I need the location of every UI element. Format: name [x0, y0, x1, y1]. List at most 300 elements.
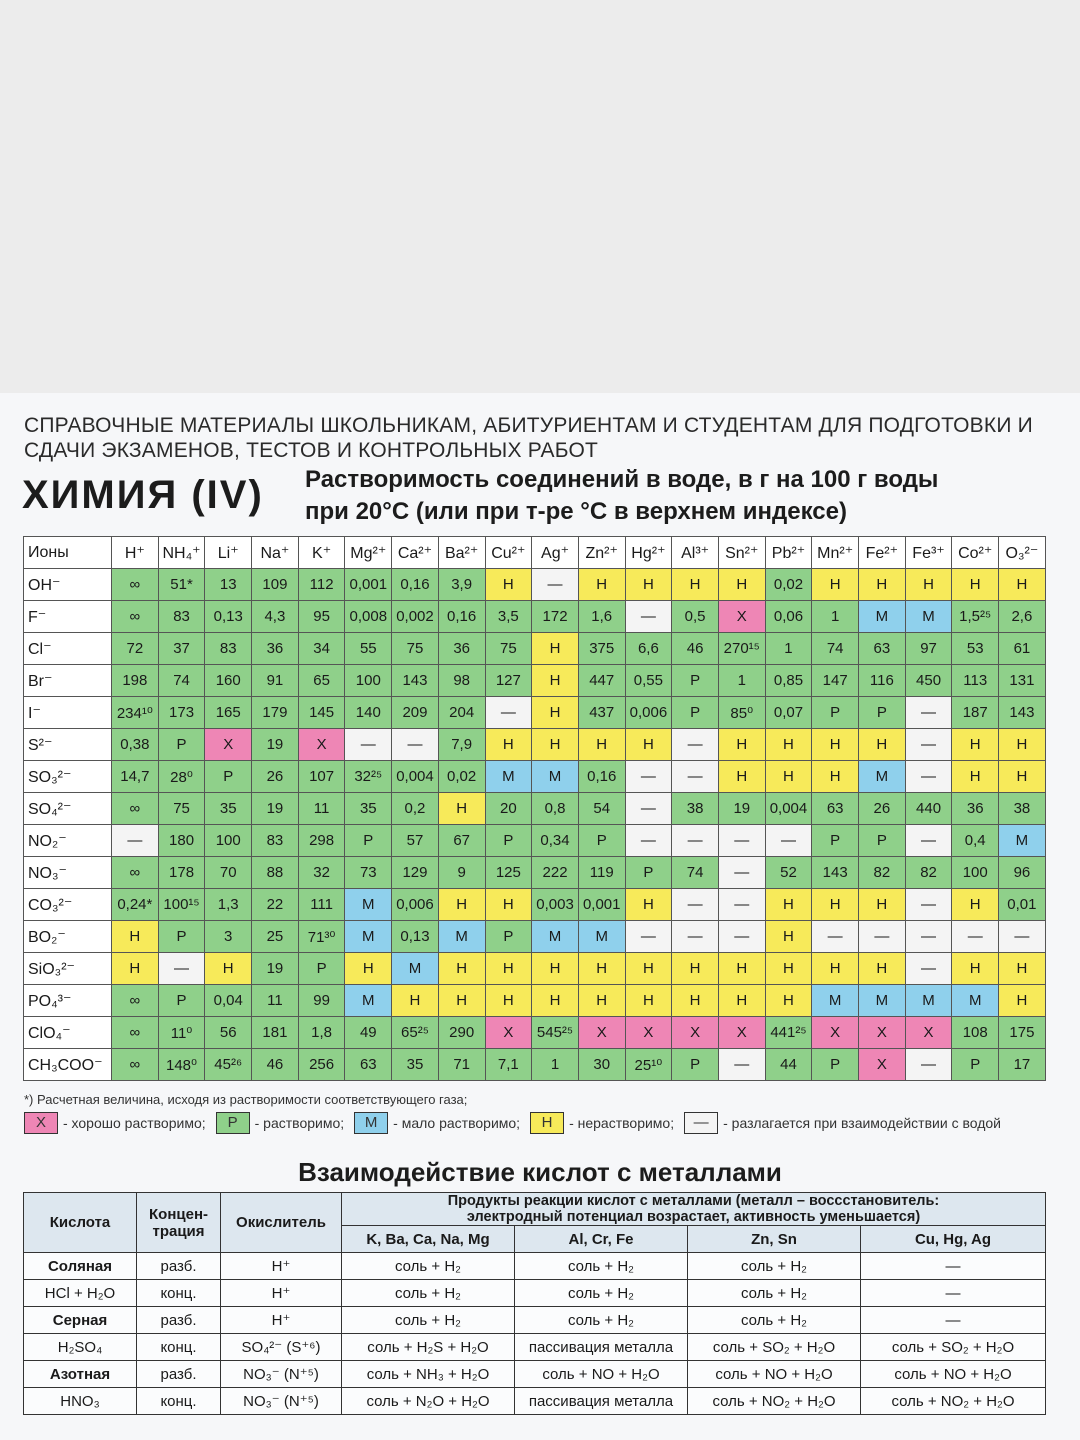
solubility-cell: 0,55: [625, 665, 672, 697]
solubility-cell: Х: [859, 1049, 906, 1081]
concentration-header-line: Концен-: [149, 1205, 208, 1223]
solubility-cell: 0,01: [999, 889, 1046, 921]
solubility-cell: Н: [765, 921, 812, 953]
legend-box: Х: [24, 1112, 58, 1134]
reaction-product: соль + N₂O + H₂O: [342, 1388, 515, 1415]
anion-label: S²⁻: [24, 729, 112, 761]
solubility-cell: 1,8: [298, 1017, 345, 1049]
solubility-cell: —: [718, 921, 765, 953]
solubility-cell: Н: [112, 921, 159, 953]
solubility-cell: 0,34: [532, 825, 579, 857]
solubility-cell: —: [718, 857, 765, 889]
solubility-cell: Н: [905, 569, 952, 601]
solubility-cell: 0,008: [345, 601, 392, 633]
metal-group-header: Al, Cr, Fe: [515, 1226, 688, 1253]
legend-box: Р: [216, 1112, 250, 1134]
table-row: [24, 1017, 1046, 1049]
solubility-cell: Н: [532, 697, 579, 729]
solubility-cell: Х: [672, 1017, 719, 1049]
products-header: [342, 1193, 1046, 1226]
solubility-cell: 545²⁵: [532, 1017, 579, 1049]
solubility-cell: 0,001: [578, 889, 625, 921]
solubility-cell: Н: [812, 953, 859, 985]
solubility-cell: 181: [252, 1017, 299, 1049]
solubility-cell: 147: [812, 665, 859, 697]
solubility-cell: 1,5²⁵: [952, 601, 999, 633]
solubility-cell: Р: [672, 697, 719, 729]
solubility-cell: 25¹⁰: [625, 1049, 672, 1081]
solubility-cell: 46: [672, 633, 719, 665]
solubility-cell: Н: [952, 953, 999, 985]
solubility-cell: Р: [672, 665, 719, 697]
solubility-cell: Х: [718, 1017, 765, 1049]
solubility-cell: 3: [205, 921, 252, 953]
legend-text: - разлагается при взаимодействии с водой: [723, 1115, 1001, 1131]
cation-header: Sn²⁺: [718, 537, 765, 569]
solubility-cell: 57: [392, 825, 439, 857]
solubility-cell: 30: [578, 1049, 625, 1081]
legend-box: М: [354, 1112, 388, 1134]
solubility-cell: 9: [438, 857, 485, 889]
solubility-cell: Н: [718, 729, 765, 761]
solubility-cell: Х: [625, 1017, 672, 1049]
solubility-cell: 98: [438, 665, 485, 697]
solubility-cell: —: [625, 761, 672, 793]
solubility-cell: М: [345, 889, 392, 921]
solubility-cell: —: [672, 889, 719, 921]
reaction-product: соль + H₂: [688, 1253, 861, 1280]
solubility-cell: 38: [999, 793, 1046, 825]
solubility-cell: 0,001: [345, 569, 392, 601]
solubility-cell: 19: [252, 793, 299, 825]
solubility-cell: 116: [859, 665, 906, 697]
solubility-cell: М: [485, 761, 532, 793]
legend-box: —: [684, 1112, 718, 1134]
solubility-cell: 83: [158, 601, 205, 633]
anion-label: BO₂⁻: [24, 921, 112, 953]
solubility-cell: Н: [672, 953, 719, 985]
solubility-cell: Н: [392, 985, 439, 1017]
solubility-cell: 74: [672, 857, 719, 889]
solubility-cell: Р: [578, 825, 625, 857]
solubility-cell: Н: [718, 761, 765, 793]
solubility-cell: 17: [999, 1049, 1046, 1081]
table-row: [24, 1049, 1046, 1081]
table-row: [24, 953, 1046, 985]
solubility-cell: Н: [578, 569, 625, 601]
reaction-product: соль + NO + H₂O: [688, 1361, 861, 1388]
solubility-cell: 256: [298, 1049, 345, 1081]
solubility-cell: —: [718, 1049, 765, 1081]
products-header-line: Продукты реакции кислот с металлами (металл – воссстановитель:: [447, 1193, 940, 1209]
solubility-cell: Х: [859, 1017, 906, 1049]
concentration: конц.: [137, 1388, 221, 1415]
solubility-cell: —: [859, 921, 906, 953]
header-row: [24, 537, 1046, 569]
solubility-cell: 187: [952, 697, 999, 729]
solubility-cell: 175: [999, 1017, 1046, 1049]
solubility-cell: 209: [392, 697, 439, 729]
table-row: [24, 825, 1046, 857]
solubility-cell: Р: [205, 761, 252, 793]
solubility-cell: М: [532, 761, 579, 793]
solubility-cell: —: [625, 601, 672, 633]
solubility-cell: М: [952, 985, 999, 1017]
table-row: [24, 697, 1046, 729]
solubility-cell: Н: [532, 729, 579, 761]
solubility-cell: 65: [298, 665, 345, 697]
metal-group-header: K, Ba, Ca, Na, Mg: [342, 1226, 515, 1253]
solubility-cell: ∞: [112, 793, 159, 825]
solubility-cell: 165: [205, 697, 252, 729]
solubility-cell: 96: [999, 857, 1046, 889]
solubility-cell: Н: [485, 889, 532, 921]
solubility-cell: 119: [578, 857, 625, 889]
reaction-product: соль + H₂: [515, 1280, 688, 1307]
solubility-cell: 234¹⁰: [112, 697, 159, 729]
solubility-cell: 32²⁵: [345, 761, 392, 793]
solubility-cell: 112: [298, 569, 345, 601]
solubility-cell: 0,38: [112, 729, 159, 761]
solubility-cell: 0,24*: [112, 889, 159, 921]
solubility-cell: Н: [765, 729, 812, 761]
solubility-cell: Н: [765, 761, 812, 793]
reaction-product: соль + H₂: [342, 1280, 515, 1307]
legend-text: - мало растворимо;: [393, 1115, 521, 1131]
solubility-cell: 1: [765, 633, 812, 665]
solubility-cell: М: [859, 601, 906, 633]
acid-name: Серная: [24, 1307, 137, 1334]
solubility-cell: Н: [532, 953, 579, 985]
solubility-cell: 0,002: [392, 601, 439, 633]
oxidizer: H⁺: [221, 1307, 342, 1334]
solubility-cell: Н: [578, 729, 625, 761]
oxidizer: SO₄²⁻ (S⁺⁶): [221, 1334, 342, 1361]
acid-name: Азотная: [24, 1361, 137, 1388]
solubility-cell: 441²⁵: [765, 1017, 812, 1049]
cation-header: Mg²⁺: [345, 537, 392, 569]
solubility-cell: 0,04: [205, 985, 252, 1017]
solubility-cell: Н: [578, 985, 625, 1017]
oxidizer: H⁺: [221, 1280, 342, 1307]
solubility-cell: 178: [158, 857, 205, 889]
solubility-cell: Н: [812, 761, 859, 793]
solubility-cell: 70: [205, 857, 252, 889]
solubility-cell: 4,3: [252, 601, 299, 633]
solubility-cell: —: [765, 825, 812, 857]
solubility-cell: 0,006: [392, 889, 439, 921]
solubility-cell: Н: [672, 985, 719, 1017]
solubility-cell: 100: [345, 665, 392, 697]
solubility-cell: ∞: [112, 1017, 159, 1049]
cation-header: Zn²⁺: [578, 537, 625, 569]
anion-label: NO₃⁻: [24, 857, 112, 889]
solubility-cell: 125: [485, 857, 532, 889]
solubility-cell: Р: [298, 953, 345, 985]
solubility-cell: 3,5: [485, 601, 532, 633]
reaction-product: соль + NO + H₂O: [861, 1361, 1046, 1388]
solubility-cell: 437: [578, 697, 625, 729]
table-row: [24, 1334, 1046, 1361]
solubility-cell: 0,13: [205, 601, 252, 633]
solubility-cell: 28⁰: [158, 761, 205, 793]
anion-label: F⁻: [24, 601, 112, 633]
solubility-cell: 91: [252, 665, 299, 697]
solubility-cell: Н: [952, 889, 999, 921]
solubility-cell: ∞: [112, 569, 159, 601]
acid-name: Соляная: [24, 1253, 137, 1280]
solubility-cell: —: [625, 921, 672, 953]
solubility-cell: 75: [158, 793, 205, 825]
solubility-cell: —: [625, 793, 672, 825]
header-line-2: СДАЧИ ЭКЗАМЕНОВ, ТЕСТОВ И КОНТРОЛЬНЫХ РАБОТ: [24, 439, 599, 462]
solubility-cell: 97: [905, 633, 952, 665]
solubility-cell: Н: [859, 729, 906, 761]
reaction-product: соль + NO + H₂O: [515, 1361, 688, 1388]
cation-header: Ag⁺: [532, 537, 579, 569]
solubility-cell: М: [905, 985, 952, 1017]
solubility-cell: —: [672, 729, 719, 761]
solubility-cell: 129: [392, 857, 439, 889]
solubility-cell: 74: [158, 665, 205, 697]
solubility-cell: Р: [952, 1049, 999, 1081]
solubility-cell: 7,1: [485, 1049, 532, 1081]
solubility-cell: —: [532, 569, 579, 601]
cation-header: Fe³⁺: [905, 537, 952, 569]
solubility-cell: Н: [625, 953, 672, 985]
solubility-cell: 19: [252, 729, 299, 761]
solubility-table: [23, 536, 1046, 1081]
solubility-cell: 179: [252, 697, 299, 729]
solubility-cell: 45²⁶: [205, 1049, 252, 1081]
solubility-cell: 298: [298, 825, 345, 857]
reaction-product: соль + NO₂ + H₂O: [688, 1388, 861, 1415]
solubility-cell: Н: [625, 569, 672, 601]
cation-header: Ba²⁺: [438, 537, 485, 569]
solubility-cell: Р: [158, 729, 205, 761]
concentration: разб.: [137, 1361, 221, 1388]
solubility-cell: 0,06: [765, 601, 812, 633]
solubility-cell: —: [485, 697, 532, 729]
table-row: [24, 761, 1046, 793]
cation-header: O₃²⁻: [999, 537, 1046, 569]
solubility-cell: Н: [532, 665, 579, 697]
solubility-cell: Н: [765, 889, 812, 921]
solubility-cell: 290: [438, 1017, 485, 1049]
solubility-cell: 140: [345, 697, 392, 729]
anion-label: CH₃COO⁻: [24, 1049, 112, 1081]
anion-label: SO₃²⁻: [24, 761, 112, 793]
solubility-cell: 0,4: [952, 825, 999, 857]
solubility-cell: 0,16: [438, 601, 485, 633]
cation-header: Cu²⁺: [485, 537, 532, 569]
reaction-product: соль + NH₃ + H₂O: [342, 1361, 515, 1388]
table-row: [24, 729, 1046, 761]
legend-text: - нерастворимо;: [569, 1115, 675, 1131]
solubility-cell: 109: [252, 569, 299, 601]
solubility-cell: 1: [718, 665, 765, 697]
solubility-cell: 143: [999, 697, 1046, 729]
solubility-cell: Н: [532, 633, 579, 665]
solubility-cell: 67: [438, 825, 485, 857]
solubility-cell: —: [718, 825, 765, 857]
solubility-cell: —: [718, 889, 765, 921]
acids-metals-table: [23, 1192, 1046, 1415]
concentration: разб.: [137, 1307, 221, 1334]
solubility-cell: 46: [252, 1049, 299, 1081]
solubility-cell: 11⁰: [158, 1017, 205, 1049]
solubility-cell: 35: [345, 793, 392, 825]
solubility-cell: 26: [252, 761, 299, 793]
cation-header: Na⁺: [252, 537, 299, 569]
legend: [22, 1112, 1009, 1134]
solubility-cell: 83: [252, 825, 299, 857]
solubility-cell: Н: [112, 953, 159, 985]
solubility-cell: Н: [999, 953, 1046, 985]
solubility-cell: 13: [205, 569, 252, 601]
anion-label: CO₃²⁻: [24, 889, 112, 921]
cation-header: H⁺: [112, 537, 159, 569]
solubility-cell: —: [905, 889, 952, 921]
solubility-cell: 51*: [158, 569, 205, 601]
cation-header: Al³⁺: [672, 537, 719, 569]
solubility-cell: 450: [905, 665, 952, 697]
solubility-cell: Н: [485, 953, 532, 985]
solubility-cell: 0,006: [625, 697, 672, 729]
solubility-cell: Р: [625, 857, 672, 889]
solubility-cell: Р: [158, 921, 205, 953]
anion-label: PO₄³⁻: [24, 985, 112, 1017]
solubility-cell: 148⁰: [158, 1049, 205, 1081]
solubility-cell: Н: [765, 985, 812, 1017]
solubility-cell: 0,004: [392, 761, 439, 793]
table-row: [24, 1307, 1046, 1334]
solubility-cell: 1,6: [578, 601, 625, 633]
oxidizer: NO₃⁻ (N⁺⁵): [221, 1388, 342, 1415]
acid-header: Кислота: [24, 1193, 137, 1253]
solubility-cell: 0,2: [392, 793, 439, 825]
subtitle-line-1: Растворимость соединений в воде, в г на 100 г воды: [305, 466, 939, 493]
cation-header: NH₄⁺: [158, 537, 205, 569]
solubility-cell: 172: [532, 601, 579, 633]
solubility-cell: 95: [298, 601, 345, 633]
solubility-cell: 56: [205, 1017, 252, 1049]
solubility-cell: 71: [438, 1049, 485, 1081]
solubility-cell: 180: [158, 825, 205, 857]
table-row: [24, 633, 1046, 665]
table-row: [24, 1280, 1046, 1307]
table-row: [24, 1388, 1046, 1415]
solubility-cell: Р: [485, 825, 532, 857]
solubility-cell: 447: [578, 665, 625, 697]
page-title: ХИМИЯ (IV): [22, 473, 264, 517]
solubility-cell: —: [392, 729, 439, 761]
table-row: [24, 889, 1046, 921]
reaction-product: соль + H₂: [342, 1253, 515, 1280]
solubility-cell: 75: [485, 633, 532, 665]
oxidizer: H⁺: [221, 1253, 342, 1280]
table-row: [24, 569, 1046, 601]
solubility-cell: Х: [485, 1017, 532, 1049]
concentration-header-line: трация: [152, 1222, 205, 1240]
solubility-cell: 7,9: [438, 729, 485, 761]
solubility-cell: М: [812, 985, 859, 1017]
solubility-cell: Х: [812, 1017, 859, 1049]
reaction-product: соль + H₂S + H₂O: [342, 1334, 515, 1361]
footnote: *) Расчетная величина, исходя из растворимости соответствующего газа;: [24, 1092, 468, 1107]
reaction-product: соль + NO₂ + H₂O: [861, 1388, 1046, 1415]
solubility-cell: 100: [952, 857, 999, 889]
legend-text: - растворимо;: [254, 1115, 345, 1131]
solubility-cell: —: [345, 729, 392, 761]
solubility-cell: —: [905, 825, 952, 857]
solubility-cell: М: [438, 921, 485, 953]
solubility-cell: Р: [158, 985, 205, 1017]
solubility-cell: 71³⁰: [298, 921, 345, 953]
solubility-cell: М: [859, 761, 906, 793]
cation-header: Pb²⁺: [765, 537, 812, 569]
solubility-cell: —: [672, 761, 719, 793]
solubility-cell: Х: [718, 601, 765, 633]
solubility-cell: Р: [812, 1049, 859, 1081]
solubility-cell: 111: [298, 889, 345, 921]
table-row: [24, 793, 1046, 825]
solubility-cell: 61: [999, 633, 1046, 665]
solubility-cell: 160: [205, 665, 252, 697]
concentration: конц.: [137, 1334, 221, 1361]
oxidizer: NO₃⁻ (N⁺⁵): [221, 1361, 342, 1388]
solubility-cell: 35: [205, 793, 252, 825]
solubility-cell: 49: [345, 1017, 392, 1049]
oxidizer-header: Окислитель: [221, 1193, 342, 1253]
solubility-cell: Н: [578, 953, 625, 985]
solubility-cell: Н: [625, 889, 672, 921]
solubility-cell: Р: [345, 825, 392, 857]
table-row: [24, 665, 1046, 697]
solubility-cell: —: [905, 729, 952, 761]
solubility-cell: 0,85: [765, 665, 812, 697]
solubility-cell: М: [905, 601, 952, 633]
solubility-cell: 0,003: [532, 889, 579, 921]
solubility-cell: 38: [672, 793, 719, 825]
solubility-cell: 127: [485, 665, 532, 697]
solubility-cell: 0,004: [765, 793, 812, 825]
solubility-cell: 83: [205, 633, 252, 665]
solubility-cell: 19: [252, 953, 299, 985]
solubility-cell: 143: [392, 665, 439, 697]
anion-label: NO₂⁻: [24, 825, 112, 857]
solubility-cell: —: [672, 825, 719, 857]
solubility-cell: 32: [298, 857, 345, 889]
solubility-cell: 143: [812, 857, 859, 889]
table-row: [24, 921, 1046, 953]
solubility-cell: 6,6: [625, 633, 672, 665]
solubility-cell: 1: [532, 1049, 579, 1081]
solubility-cell: 53: [952, 633, 999, 665]
solubility-cell: Н: [205, 953, 252, 985]
solubility-cell: 37: [158, 633, 205, 665]
solubility-cell: Р: [812, 825, 859, 857]
solubility-cell: Н: [438, 953, 485, 985]
solubility-cell: 113: [952, 665, 999, 697]
reaction-product: соль + H₂: [688, 1280, 861, 1307]
solubility-cell: 75: [392, 633, 439, 665]
solubility-cell: 375: [578, 633, 625, 665]
table-row: [24, 1253, 1046, 1280]
solubility-cell: 54: [578, 793, 625, 825]
solubility-cell: —: [625, 825, 672, 857]
solubility-cell: 20: [485, 793, 532, 825]
